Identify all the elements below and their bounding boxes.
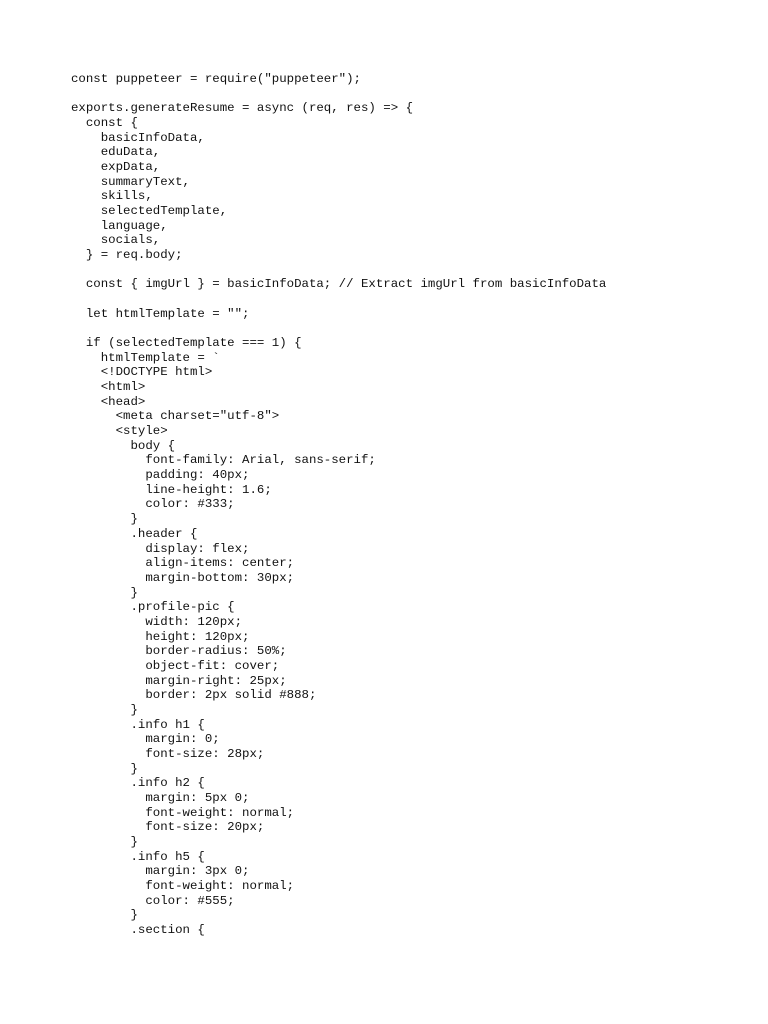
code-line — [71, 292, 606, 307]
code-line: height: 120px; — [71, 629, 250, 644]
code-line — [71, 263, 606, 278]
code-line: const { — [71, 116, 138, 131]
code-line: } — [71, 834, 138, 849]
code-line: if (selectedTemplate === 1) { — [71, 336, 302, 351]
code-line: margin: 5px 0; — [71, 790, 250, 805]
code-line: let htmlTemplate = ""; — [71, 306, 250, 321]
code-line: htmlTemplate = ` — [71, 350, 220, 365]
code-line: exports.generateResume = async (req, res) => { — [71, 101, 414, 116]
code-line: margin-bottom: 30px; — [71, 570, 295, 585]
code-line: <!DOCTYPE html> — [71, 365, 213, 380]
code-line: <meta charset="utf-8"> — [71, 409, 280, 424]
code-line: line-height: 1.6; — [71, 482, 272, 497]
code-line — [71, 87, 606, 102]
code-line: .profile-pic { — [71, 600, 235, 615]
code-line: .header { — [71, 526, 198, 541]
code-line: } — [71, 585, 138, 600]
code-line: const { imgUrl } = basicInfoData; // Extract imgUrl from basicInfoData — [71, 277, 607, 292]
code-line: margin: 0; — [71, 732, 220, 747]
code-line: language, — [71, 218, 168, 233]
code-line: eduData, — [71, 145, 161, 160]
code-line: } — [71, 761, 138, 776]
code-block — [71, 72, 606, 938]
code-line: selectedTemplate, — [71, 204, 228, 219]
code-line: display: flex; — [71, 541, 250, 556]
code-line: .info h5 { — [71, 849, 205, 864]
code-line: margin-right: 25px; — [71, 673, 287, 688]
code-line: font-weight: normal; — [71, 878, 295, 893]
code-line: font-family: Arial, sans-serif; — [71, 453, 376, 468]
code-line: basicInfoData, — [71, 130, 205, 145]
code-line: font-size: 28px; — [71, 746, 265, 761]
code-line: skills, — [71, 189, 153, 204]
code-line: } — [71, 512, 138, 527]
code-line: .info h2 { — [71, 776, 205, 791]
code-line: const puppeteer = require("puppeteer"); — [71, 72, 361, 86]
code-line — [71, 321, 606, 336]
code-line: color: #555; — [71, 893, 235, 908]
code-line: align-items: center; — [71, 556, 295, 571]
code-line: <head> — [71, 394, 146, 409]
code-line: summaryText, — [71, 174, 190, 189]
code-line: color: #333; — [71, 497, 235, 512]
code-line: <html> — [71, 380, 146, 395]
code-line: border-radius: 50%; — [71, 644, 287, 659]
code-line: .info h1 { — [71, 717, 205, 732]
code-line: margin: 3px 0; — [71, 864, 250, 879]
code-line: object-fit: cover; — [71, 658, 280, 673]
code-line: } — [71, 702, 138, 717]
code-line: socials, — [71, 233, 161, 248]
code-line: .section { — [71, 922, 205, 937]
code-line: width: 120px; — [71, 614, 243, 629]
code-line: font-size: 20px; — [71, 820, 265, 835]
code-line: body { — [71, 438, 176, 453]
code-line: expData, — [71, 160, 161, 175]
code-line: } = req.body; — [71, 248, 183, 263]
code-line: border: 2px solid #888; — [71, 688, 317, 703]
code-line: } — [71, 908, 138, 923]
code-line: font-weight: normal; — [71, 805, 295, 820]
code-line: <style> — [71, 424, 168, 439]
code-line: padding: 40px; — [71, 468, 250, 483]
